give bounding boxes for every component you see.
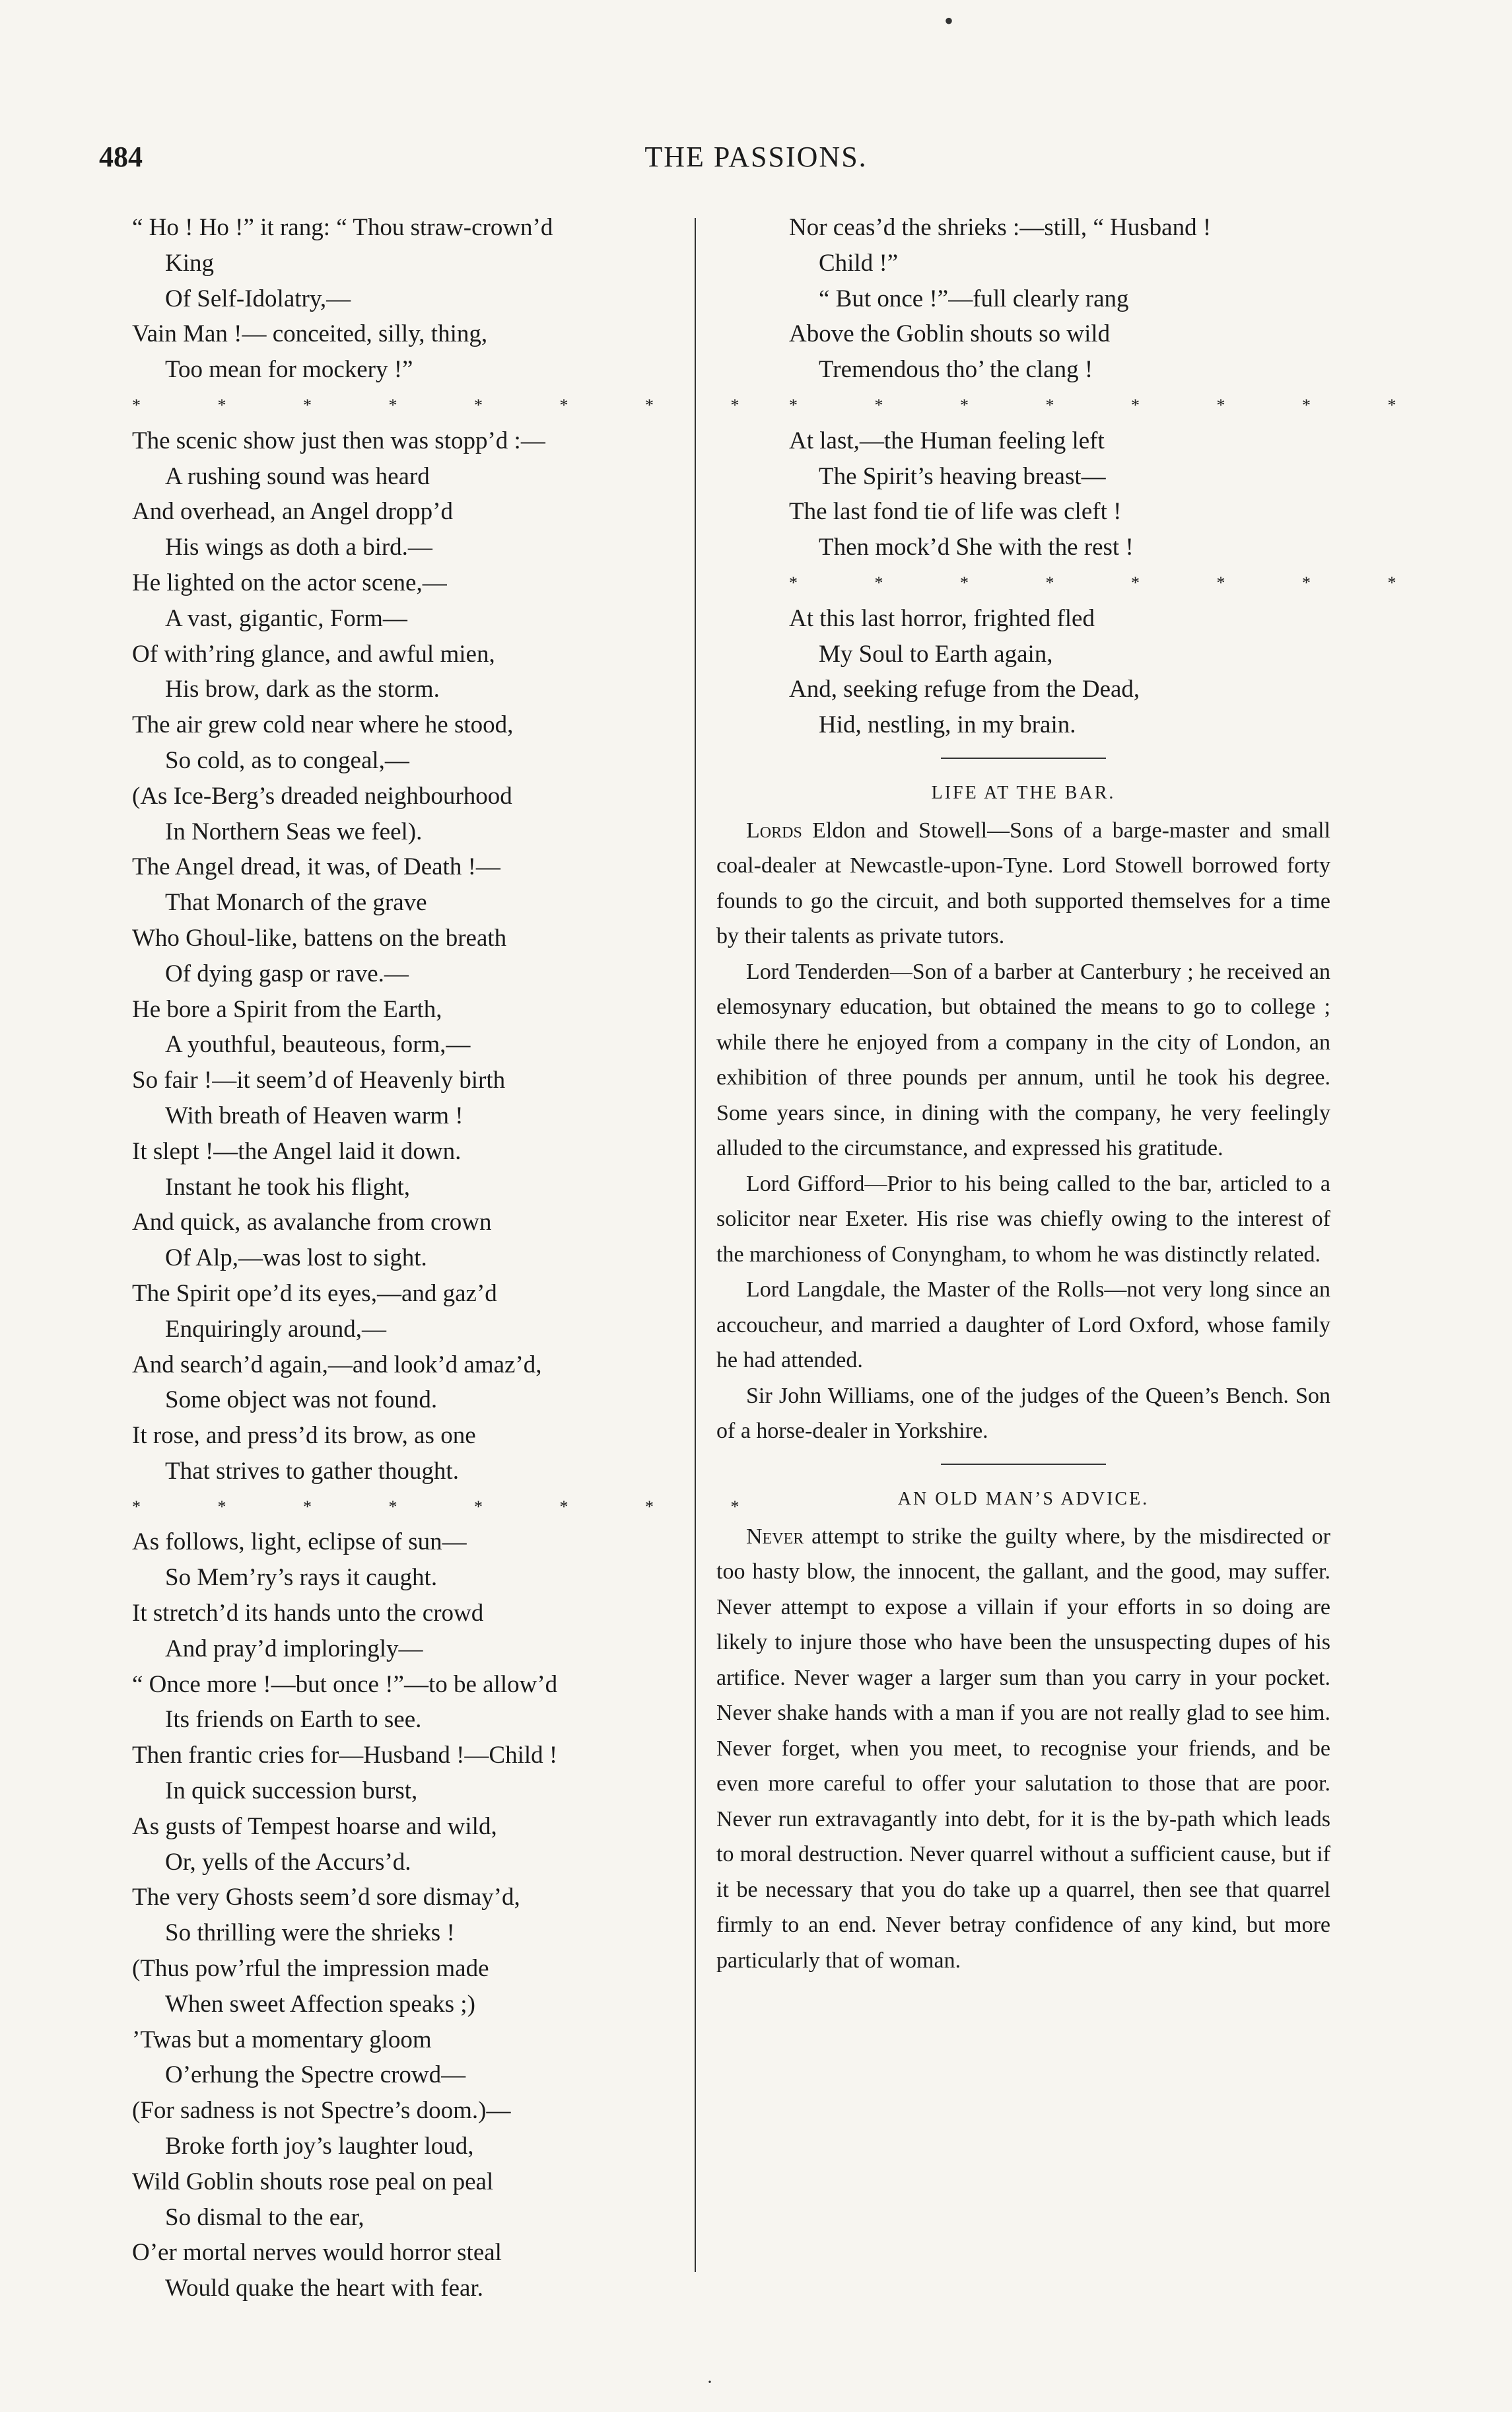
poem-line: Child !” xyxy=(819,249,899,277)
poem-line: Then frantic cries for—Husband !—Child ! xyxy=(132,1742,558,1769)
poem-line: It slept !—the Angel laid it down. xyxy=(132,1137,462,1165)
poem-line: So cold, as to congeal,— xyxy=(165,746,409,774)
paragraph-text: Sir John Williams, one of the judges of the Queen’s Bench. Son of a horse-dealer in Yorkshire. xyxy=(716,1383,1330,1444)
poem-line: Its friends on Earth to see. xyxy=(165,1706,422,1734)
poem-line: O’er mortal nerves would horror steal xyxy=(132,2239,502,2267)
poem-line: The very Ghosts seem’d sore dismay’d, xyxy=(132,1884,520,1911)
body-paragraph xyxy=(716,1519,1330,1979)
poem-line: Of dying gasp or rave.— xyxy=(165,960,409,987)
poem-line: Some object was not found. xyxy=(165,1386,438,1414)
poem-line: It rose, and press’d its brow, as one xyxy=(132,1422,476,1450)
poem-line: Broke forth joy’s laughter loud, xyxy=(165,2133,474,2160)
print-speck: • xyxy=(944,6,954,36)
poem-line: As gusts of Tempest hoarse and wild, xyxy=(132,1812,497,1840)
poem-line: It stretch’d its hands unto the crowd xyxy=(132,1600,484,1627)
poem-line: When sweet Affection speaks ;) xyxy=(165,1990,475,2018)
paragraph-text: Lord Langdale, the Master of the Rolls—not very long since an accoucheur, and married a daughter of Lord Oxford, whose family he had attended. xyxy=(716,1277,1330,1373)
poem-line: “ Ho ! Ho !” it rang: “ Thou straw-crown’d xyxy=(132,214,553,241)
poem-line: O’erhung the Spectre crowd— xyxy=(165,2061,466,2089)
poem-line: His brow, dark as the storm. xyxy=(165,676,440,703)
poem-line: With breath of Heaven warm ! xyxy=(165,1102,464,1129)
print-speck: · xyxy=(706,2371,713,2393)
poem-line: ’Twas but a momentary gloom xyxy=(132,2026,432,2053)
poem-line: Then mock’d She with the rest ! xyxy=(819,534,1134,561)
poem-line: (For sadness is not Spectre’s doom.)— xyxy=(132,2097,511,2125)
poem-line: The Angel dread, it was, of Death !— xyxy=(132,853,500,881)
section-title-bar: LIFE AT THE BAR. xyxy=(931,782,1116,803)
section-title-advice: AN OLD MAN’S ADVICE. xyxy=(897,1488,1150,1509)
lead-in-small-caps: Lords xyxy=(746,818,802,843)
poem-line: Or, yells of the Accurs’d. xyxy=(165,1848,411,1876)
section-divider xyxy=(941,1464,1106,1465)
poem-line: Of with’ring glance, and awful mien, xyxy=(132,640,495,668)
body-paragraph xyxy=(716,813,1330,954)
poem-line: (As Ice-Berg’s dreaded neighbourhood xyxy=(132,782,512,810)
poem-line: “ But once !”—full clearly rang xyxy=(819,285,1129,312)
poem-line: In quick succession burst, xyxy=(165,1777,418,1805)
asterism-divider: * * * * * * * * xyxy=(789,395,1433,415)
poem-line: Nor ceas’d the shrieks :—still, “ Husband ! xyxy=(789,214,1212,241)
body-paragraph xyxy=(716,1378,1330,1449)
poem-line: That Monarch of the grave xyxy=(165,889,427,917)
poem-line: Vain Man !— conceited, silly, thing, xyxy=(132,320,488,348)
poem-line: As follows, light, eclipse of sun— xyxy=(132,1528,467,1556)
asterism-divider: * * * * * * * * xyxy=(132,395,776,415)
poem-line: Above the Goblin shouts so wild xyxy=(789,320,1111,348)
poem-line: A vast, gigantic, Form— xyxy=(165,604,407,632)
poem-line: Who Ghoul-like, battens on the breath xyxy=(132,924,507,952)
poem-line: So fair !—it seem’d of Heavenly birth xyxy=(132,1067,506,1094)
poem-line: King xyxy=(165,249,214,277)
poem-line: Of Alp,—was lost to sight. xyxy=(165,1244,427,1272)
poem-line: A rushing sound was heard xyxy=(165,462,430,490)
poem-line: The last fond tie of life was cleft ! xyxy=(789,498,1122,526)
poem-line: And overhead, an Angel dropp’d xyxy=(132,498,454,526)
body-paragraph xyxy=(716,954,1330,1166)
poem-line: Tremendous tho’ the clang ! xyxy=(819,356,1093,384)
poem-line: So dismal to the ear, xyxy=(165,2203,364,2231)
paragraph-text: Eldon and Stowell—Sons of a barge-master and small coal-dealer at Newcastle-upon-Tyne. Lord Stowell borrowed forty founds to go the circuit, and both supported themselves for a time by their talents as private tutors. xyxy=(716,818,1330,949)
section-bar-body xyxy=(716,813,1330,1449)
asterism-divider: * * * * * * * * xyxy=(789,573,1433,592)
poem-line: (Thus pow’rful the impression made xyxy=(132,1955,489,1983)
poem-line: And pray’d imploringly— xyxy=(165,1635,423,1662)
poem-line: So thrilling were the shrieks ! xyxy=(165,1919,455,1947)
poem-line: His wings as doth a bird.— xyxy=(165,534,432,561)
poem-line: So Mem’ry’s rays it caught. xyxy=(165,1564,438,1592)
poem-line: He bore a Spirit from the Earth, xyxy=(132,995,442,1023)
poem-line: Enquiringly around,— xyxy=(165,1315,387,1343)
body-paragraph xyxy=(716,1272,1330,1378)
page-number: 484 xyxy=(99,141,143,173)
poem-line: Of Self-Idolatry,— xyxy=(165,285,351,312)
poem-line: Wild Goblin shouts rose peal on peal xyxy=(132,2168,494,2195)
poem-line: That strives to gather thought. xyxy=(165,1457,459,1485)
poem-line: And search’d again,—and look’d amaz’d, xyxy=(132,1351,542,1378)
poem-line: “ Once more !—but once !”—to be allow’d xyxy=(132,1670,558,1698)
paragraph-text: attempt to strike the guilty where, by the misdirected or too hasty blow, the innocent, the gallant, and the good, may suffer. Never attempt to expose a villain if your efforts in so doing are likely to injure those who have been the unsuspecting dupes of his artifice. Never wager a larger sum than you carry in your pocket. Never shake hands with a man if you are not really glad to see him. Never forget, when you meet, to recognise your friends, and be even more careful to offer your salutation to those that are poor. Never run extravagantly into debt, for it is the by-path which leads to moral destruction. Never quarrel without a sufficient cause, but if it be necessary that you do take up a quarrel, then see that quarrel firmly to an end. Never betray confidence of any kind, but more particularly that of woman. xyxy=(716,1524,1330,1973)
asterism-divider: * * * * * * * * xyxy=(132,1497,776,1516)
poem-line: Too mean for mockery !” xyxy=(165,356,413,384)
body-paragraph xyxy=(716,1166,1330,1273)
lead-in-small-caps: Never xyxy=(746,1524,804,1549)
poem-line: The scenic show just then was stopp’d :— xyxy=(132,427,545,454)
section-advice-body xyxy=(716,1519,1330,1979)
poem-line: A youthful, beauteous, form,— xyxy=(165,1031,471,1059)
paragraph-text: Lord Tenderden—Son of a barber at Canterbury ; he received an elemosynary education, but obtained the means to go to college ; while there he enjoyed from a company in the city of London, an exhibition of three pounds per annum, until he took his degree. Some years since, in dining with the company, he very feelingly alluded to the circumstance, and expressed his gratitude. xyxy=(716,959,1330,1161)
poem-line: He lighted on the actor scene,— xyxy=(132,569,447,596)
poem-line: Hid, nestling, in my brain. xyxy=(819,711,1076,739)
poem-line: Instant he took his flight, xyxy=(165,1173,410,1201)
running-title: THE PASSIONS. xyxy=(644,141,868,173)
poem-continuation xyxy=(789,210,1433,743)
poem-line: At this last horror, frighted fled xyxy=(789,604,1095,632)
section-divider xyxy=(941,758,1106,759)
running-header xyxy=(99,140,1413,193)
poem-line: The Spirit’s heaving breast— xyxy=(819,462,1106,490)
poem-line: And, seeking refuge from the Dead, xyxy=(789,676,1140,703)
poem-line: My Soul to Earth again, xyxy=(819,640,1053,668)
poem-line: The Spirit ope’d its eyes,—and gaz’d xyxy=(132,1279,497,1307)
poem-line: Would quake the heart with fear. xyxy=(165,2275,483,2302)
poem-line: In Northern Seas we feel). xyxy=(165,818,423,845)
poem-line: The air grew cold near where he stood, xyxy=(132,711,514,739)
right-column xyxy=(716,210,1433,1978)
column-divider xyxy=(695,218,696,2272)
paragraph-text: Lord Gifford—Prior to his being called to the bar, articled to a solicitor near Exeter. His rise was chiefly owing to the interest of the marchioness of Conyngham, to whom he was distinctly related. xyxy=(716,1171,1330,1267)
poem-line: And quick, as avalanche from crown xyxy=(132,1209,492,1236)
poem-line: At last,—the Human feeling left xyxy=(789,427,1105,454)
